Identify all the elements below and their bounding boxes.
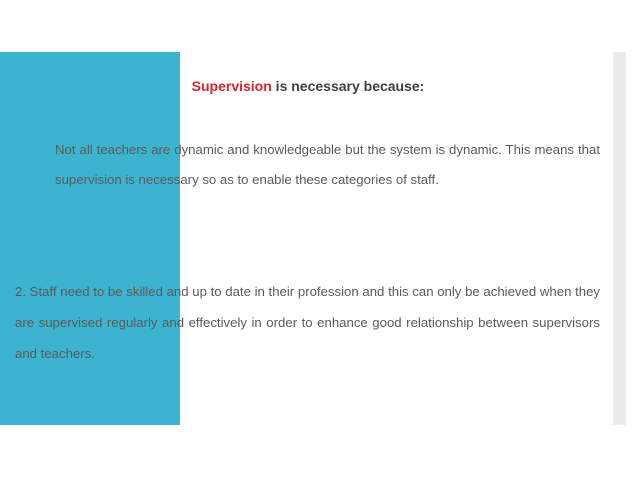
paragraph-1: Not all teachers are dynamic and knowledgeable but the system is dynamic. This means that supervision is necessary so as to enable these categories of staff. xyxy=(55,142,600,187)
paragraph-2: 2. Staff need to be skilled and up to date in their profession and this can only be achieved when they are supervised regularly and effectively in order to enhance good relationship between supervisors and teachers. xyxy=(15,284,600,361)
heading-highlight: Supervision xyxy=(191,78,272,94)
slide-heading xyxy=(0,78,616,94)
heading-rest: is necessary because: xyxy=(271,78,425,94)
right-edge-strip xyxy=(613,52,626,425)
accent-block xyxy=(0,52,180,425)
